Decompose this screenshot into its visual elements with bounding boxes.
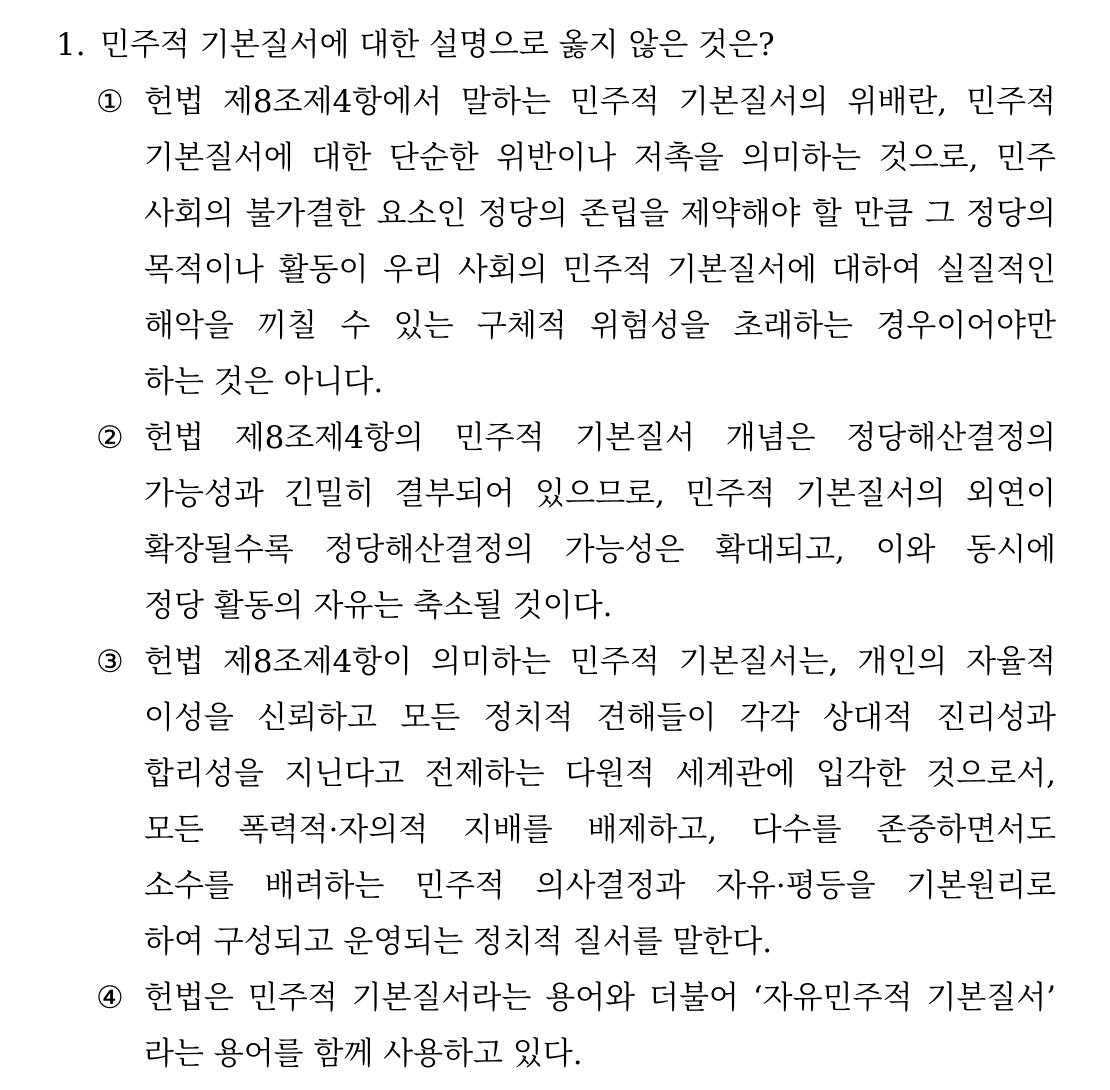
option-2-line-3: 확장될수록 정당해산결정의 가능성은 확대되고, 이와 동시에 — [144, 532, 1056, 568]
answer-option-4[interactable] — [96, 970, 1056, 1082]
answer-option-2[interactable] — [96, 410, 1056, 634]
option-3-line-6: 하여 구성되고 운영되는 정치적 질서를 말한다. — [144, 924, 773, 960]
option-1-line-1: 헌법 제8조제4항에서 말하는 민주적 기본질서의 위배란, 민주적 — [144, 84, 1056, 120]
option-2-line-2: 가능성과 긴밀히 결부되어 있으므로, 민주적 기본질서의 외연이 — [144, 476, 1056, 512]
option-marker-3: ③ — [96, 644, 124, 680]
option-4-line-1: 헌법은 민주적 기본질서라는 용어와 더불어 ‘자유민주적 기본질서’ — [144, 980, 1056, 1016]
option-1-line-5: 해악을 끼칠 수 있는 구체적 위험성을 초래하는 경우이어야만 — [144, 308, 1056, 344]
option-text-3 — [144, 634, 1056, 970]
option-4-line-2: 라는 용어를 함께 사용하고 있다. — [144, 1036, 583, 1072]
option-marker-1: ① — [96, 84, 124, 120]
option-2-line-4: 정당 활동의 자유는 축소될 것이다. — [144, 588, 613, 624]
answer-option-3[interactable] — [96, 634, 1056, 970]
option-text-4 — [144, 970, 1056, 1082]
answer-option-1[interactable] — [96, 74, 1056, 410]
option-1-line-6: 하는 것은 아니다. — [144, 364, 384, 400]
question-stem — [56, 18, 1056, 72]
option-1-line-4: 목적이나 활동이 우리 사회의 민주적 기본질서에 대하여 실질적인 — [144, 252, 1056, 288]
option-3-line-5: 소수를 배려하는 민주적 의사결정과 자유·평등을 기본원리로 — [144, 868, 1056, 904]
option-marker-2: ② — [96, 420, 124, 456]
option-3-line-3: 합리성을 지닌다고 전제하는 다원적 세계관에 입각한 것으로서, — [144, 756, 1056, 792]
option-text-2 — [144, 410, 1056, 634]
question-block — [56, 18, 1056, 1082]
option-3-line-1: 헌법 제8조제4항이 의미하는 민주적 기본질서는, 개인의 자율적 — [144, 644, 1056, 680]
option-text-1 — [144, 74, 1056, 410]
answer-options — [56, 74, 1056, 1082]
option-2-line-1: 헌법 제8조제4항의 민주적 기본질서 개념은 정당해산결정의 — [144, 420, 1056, 456]
option-marker-4: ④ — [96, 980, 124, 1016]
question-stem-text: 민주적 기본질서에 대한 설명으로 옳지 않은 것은? — [100, 27, 775, 63]
option-3-line-2: 이성을 신뢰하고 모든 정치적 견해들이 각각 상대적 진리성과 — [144, 700, 1056, 736]
option-1-line-2: 기본질서에 대한 단순한 위반이나 저촉을 의미하는 것으로, 민주 — [144, 140, 1056, 176]
option-3-line-4: 모든 폭력적·자의적 지배를 배제하고, 다수를 존중하면서도 — [144, 812, 1056, 848]
option-1-line-3: 사회의 불가결한 요소인 정당의 존립을 제약해야 할 만큼 그 정당의 — [144, 196, 1056, 232]
question-number: 1. — [56, 27, 86, 63]
